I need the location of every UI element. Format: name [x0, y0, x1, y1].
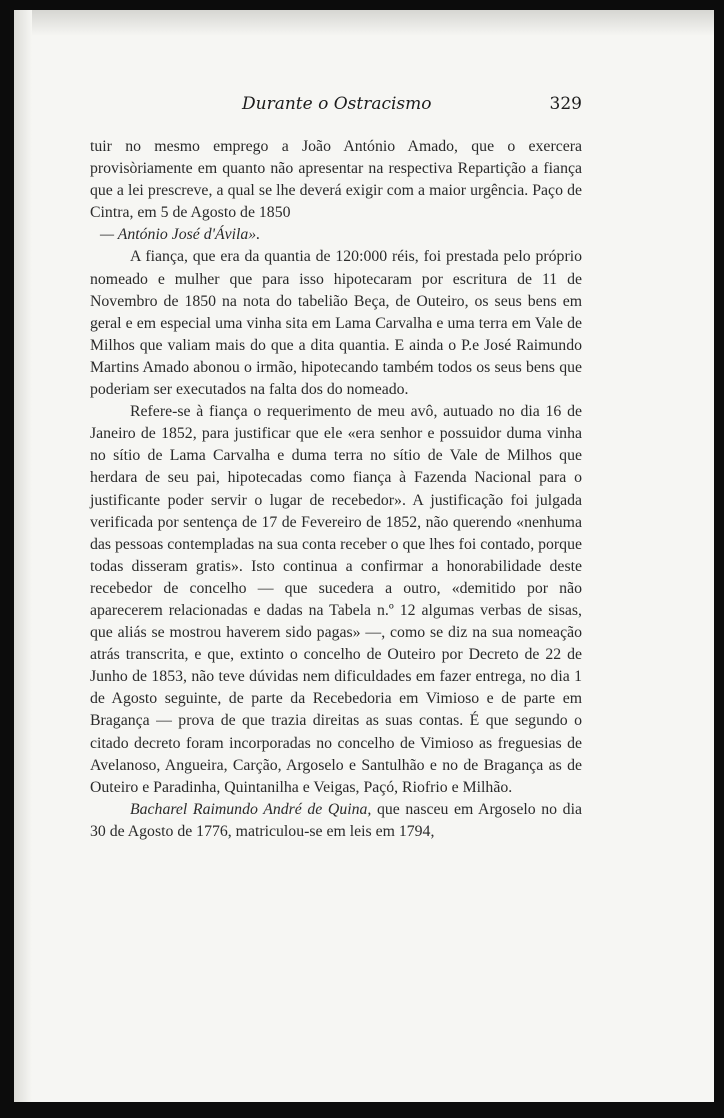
- page-header: [242, 94, 582, 124]
- paragraph-4-text: que nasceu em Argoselo no dia 30 de Agosto de 1776, matriculou-se em leis em 1794,: [90, 800, 582, 840]
- page-number: 329: [549, 94, 582, 114]
- paragraph-4: [90, 799, 582, 843]
- scan-shadow-left: [14, 10, 32, 1102]
- person-name: Bacharel Raimundo André de Quina,: [130, 800, 372, 818]
- paragraph-2: A fiança, que era da quantia de 120:000 réis, foi prestada pelo próprio nomeado e mulher que para isso hipotecaram por escritura de 11 de Novembro de 1850 na nota do tabelião Beça, de Outeiro, os seus bens em geral e em especial uma vinha sita em Lama Carvalha e uma terra em Vale de Milhos que valiam mais do que a dita quantia. E ainda o P.e José Raimundo Martins Amado abonou o irmão, hipotecando também todos os seus bens que poderiam ser executados na falta dos do nomeado.: [90, 248, 582, 399]
- scan-shadow-top: [14, 10, 714, 36]
- paragraph-3: Refere-se à fiança o requerimento de meu avô, autuado no dia 16 de Janeiro de 1852, para justificar que ele «era senhor e possuidor duma vinha no sítio de Lama Carvalha e duma terra no sítio de Vale de Milhos que herdara de seu pai, hipotecadas como fiança à Fazenda Nacional para o justificante poder servir o lugar de recebedor». A justificação foi julgada verificada por sentença de 17 de Fevereiro de 1852, não querendo «nenhuma das pessoas contempladas na sua conta receber o que lhes foi contado, porque todas disseram gratis». Isto continua a confirmar a honorabilidade deste recebedor de concelho — que sucedera a outro, «demitido por não aparecerem relacionadas e dadas na Tabela n.º 12 algumas verbas de sisas, que aliás se mostrou haverem sido pagas» —, como se diz na sua nomeação atrás transcrita, e que, extinto o concelho de Outeiro por Decreto de 22 de Junho de 1853, não teve dúvidas nem dificuldades em fazer entrega, no dia 1 de Agosto seguinte, de parte da Recebedoria em Vimioso e de parte em Bragança — prova de que trazia direitas as suas contas. É que segundo o citado decreto foram incorporadas no concelho de Vimioso as freguesias de Avelanoso, Angueira, Carção, Argoselo e Santulhão e no de Bragança as de Outeiro e Paradinha, Quintanilha e Veigas, Paçó, Riofrio e Milhão.: [90, 403, 582, 796]
- body-text: [90, 136, 582, 843]
- scanned-page: [14, 10, 714, 1102]
- running-title: Durante o Ostracismo: [242, 94, 432, 114]
- paragraph-1: tuir no mesmo emprego a João António Amado, que o exercera provisòriamente em quanto não apresentar na respectiva Repartição a fiança que a lei prescreve, a qual se lhe deverá exigir com a maior urgência. Paço de Cintra, em 5 de Agosto de 1850: [90, 138, 582, 222]
- signature-line: — António José d'Ávila».: [100, 226, 261, 244]
